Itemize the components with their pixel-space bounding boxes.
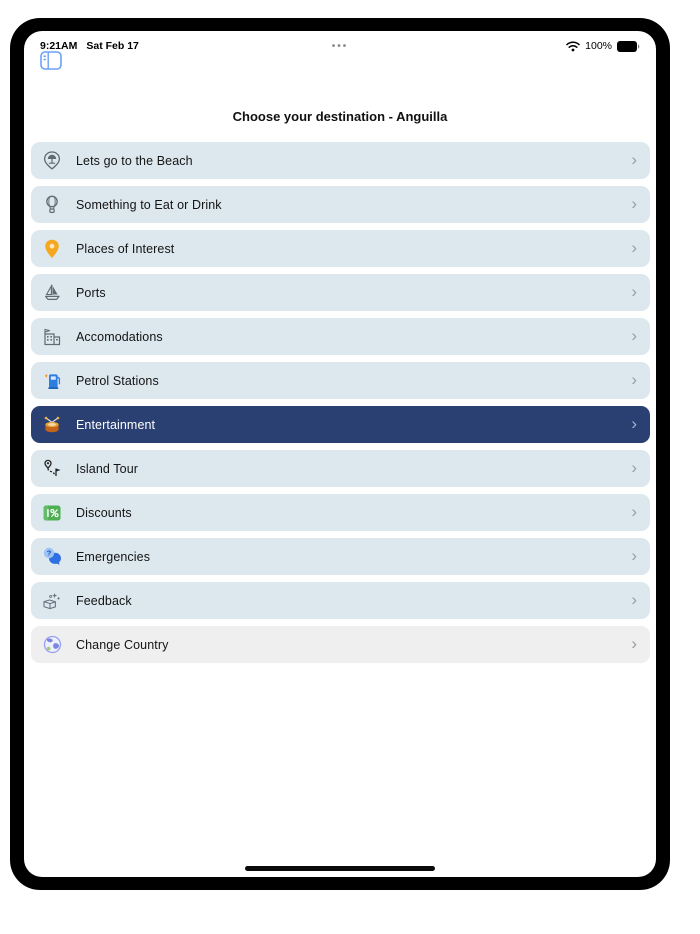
menu-item-island-tour[interactable] [31, 450, 650, 487]
food-drink-icon [42, 195, 62, 215]
battery-percent: 100% [585, 40, 612, 52]
page-title: Choose your destination - Anguilla [232, 109, 448, 124]
sailboat-icon [42, 283, 62, 303]
chevron-right-icon: › [631, 634, 637, 653]
percent-icon [42, 503, 62, 523]
chevron-right-icon: › [631, 590, 637, 609]
wifi-icon [566, 41, 580, 52]
status-right [566, 40, 640, 52]
menu-item-label: Lets go to the Beach [76, 153, 193, 168]
drum-icon [42, 415, 62, 435]
battery-icon [617, 41, 640, 52]
chevron-right-icon: › [631, 194, 637, 213]
chevron-right-icon: › [631, 326, 637, 345]
chevron-right-icon: › [631, 458, 637, 477]
menu-item-change-country[interactable] [31, 626, 650, 663]
menu-item-beach[interactable] [31, 142, 650, 179]
status-center-dots: ••• [331, 40, 349, 52]
chevron-right-icon: › [631, 238, 637, 257]
ipad-frame [10, 18, 670, 890]
menu-item-discounts[interactable] [31, 494, 650, 531]
chevron-right-icon: › [631, 502, 637, 521]
map-pin-icon [42, 239, 62, 259]
menu-item-ports[interactable] [31, 274, 650, 311]
menu-item-places[interactable] [31, 230, 650, 267]
route-icon [42, 459, 62, 479]
app-screen [24, 31, 656, 877]
menu-item-petrol[interactable] [31, 362, 650, 399]
chevron-right-icon: › [631, 370, 637, 389]
menu-item-label: Feedback [76, 593, 132, 608]
menu-item-label: Places of Interest [76, 241, 175, 256]
home-indicator[interactable] [245, 866, 435, 871]
menu-item-label: Petrol Stations [76, 373, 159, 388]
menu-item-feedback[interactable] [31, 582, 650, 619]
help-bubble-icon [42, 547, 62, 567]
status-date: Sat Feb 17 [86, 40, 139, 52]
menu-item-label: Emergencies [76, 549, 151, 564]
globe-icon [42, 635, 62, 655]
menu-item-label: Something to Eat or Drink [76, 197, 222, 212]
menu-item-eat-drink[interactable] [31, 186, 650, 223]
beach-pin-icon [42, 151, 62, 171]
menu-item-label: Discounts [76, 505, 132, 520]
chevron-right-icon: › [631, 282, 637, 301]
menu-item-label: Ports [76, 285, 106, 300]
chevron-right-icon: › [631, 546, 637, 565]
menu-item-accomodations[interactable] [31, 318, 650, 355]
chevron-right-icon: › [631, 414, 637, 433]
menu-item-label: Change Country [76, 637, 169, 652]
menu-item-emergencies[interactable] [31, 538, 650, 575]
menu-item-label: Accomodations [76, 329, 163, 344]
chevron-right-icon: › [631, 150, 637, 169]
hotel-icon [42, 327, 62, 347]
feedback-box-icon [42, 591, 62, 611]
status-time: 9:21AM [40, 40, 78, 52]
menu-item-label: Island Tour [76, 461, 139, 476]
status-bar [24, 37, 656, 55]
sidebar-icon [40, 58, 62, 73]
sidebar-toggle-button[interactable] [40, 51, 62, 70]
menu-item-label: Entertainment [76, 417, 156, 432]
fuel-pump-icon [42, 371, 62, 391]
svg-text:?: ? [46, 548, 51, 558]
destination-menu [31, 142, 650, 670]
menu-item-entertainment[interactable] [31, 406, 650, 443]
